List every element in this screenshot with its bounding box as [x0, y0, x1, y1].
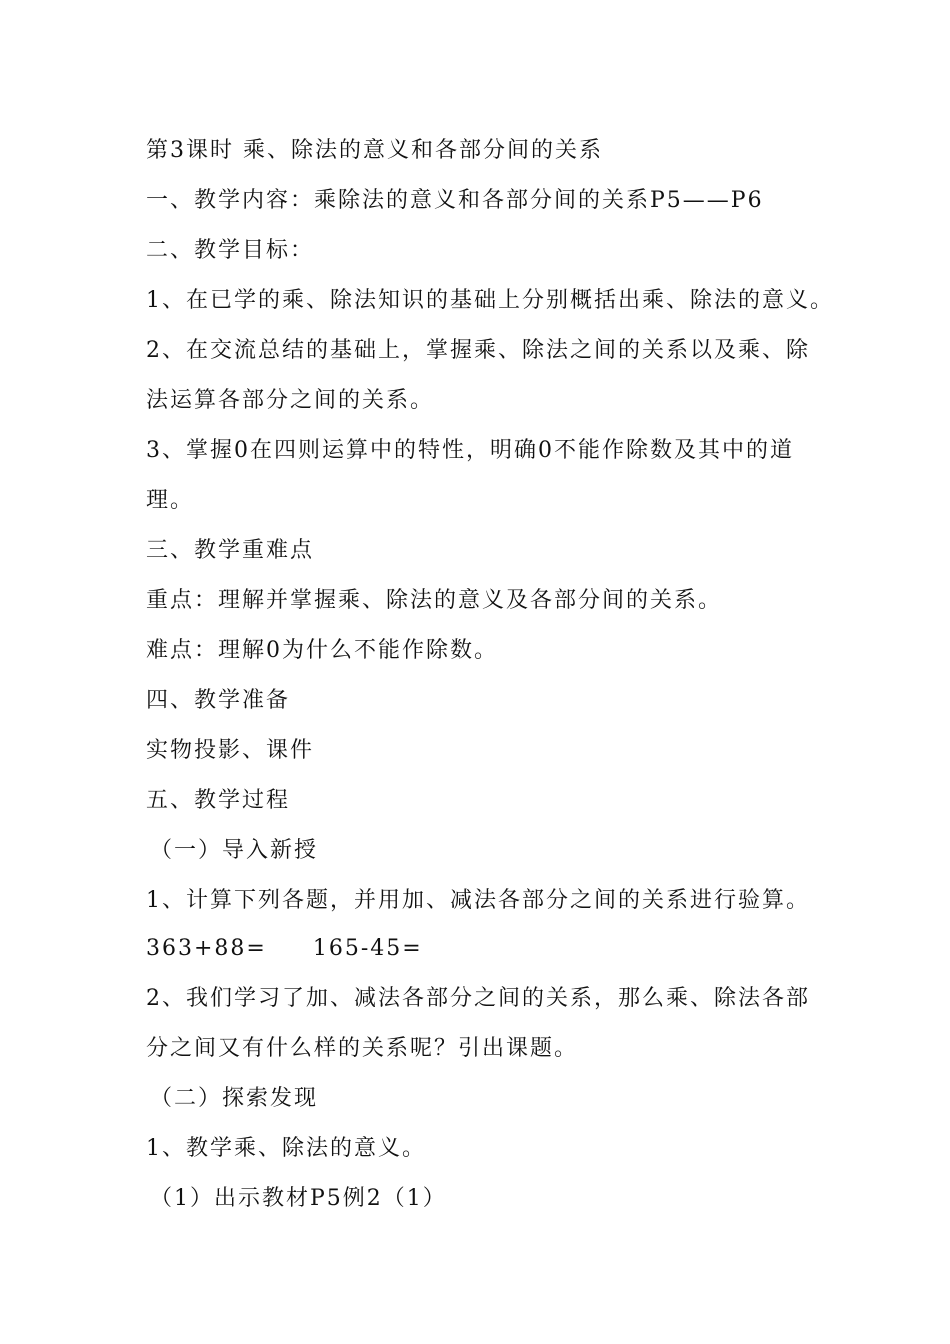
section-teaching-process: 五、教学过程	[146, 788, 291, 813]
exploration-step-1-sub-1: （1）出示教材P5例2（1）	[150, 1186, 447, 1211]
subsection-introduction: （一）导入新授	[150, 838, 319, 863]
section-teaching-goals: 二、教学目标：	[146, 238, 315, 263]
key-point: 重点：理解并掌握乘、除法的意义及各部分间的关系。	[146, 588, 723, 613]
subsection-exploration: （二）探索发现	[150, 1086, 319, 1111]
goal-3-line-1: 3、掌握0在四则运算中的特性，明确0不能作除数及其中的道	[146, 438, 794, 463]
intro-step-2-line-2: 分之间又有什么样的关系呢？引出课题。	[146, 1036, 579, 1061]
equation-row	[146, 934, 423, 964]
intro-step-2-line-1: 2、我们学习了加、减法各部分之间的关系，那么乘、除法各部	[146, 986, 810, 1011]
equation-2: 165-45=	[312, 936, 423, 961]
difficult-point: 难点：理解0为什么不能作除数。	[146, 638, 498, 663]
section-key-points: 三、教学重难点	[146, 538, 315, 563]
goal-2-line-1: 2、在交流总结的基础上，掌握乘、除法之间的关系以及乘、除	[146, 338, 810, 363]
intro-step-1: 1、计算下列各题，并用加、减法各部分之间的关系进行验算。	[146, 888, 810, 913]
lesson-title: 第3课时 乘、除法的意义和各部分间的关系	[146, 138, 603, 163]
equation-1: 363+88=	[146, 936, 267, 961]
section-preparation: 四、教学准备	[146, 688, 291, 713]
preparation-items: 实物投影、课件	[146, 738, 315, 763]
exploration-step-1: 1、教学乘、除法的意义。	[146, 1136, 426, 1161]
goal-1: 1、在已学的乘、除法知识的基础上分别概括出乘、除法的意义。	[146, 288, 834, 313]
goal-3-line-2: 理。	[146, 488, 195, 513]
goal-2-line-2: 法运算各部分之间的关系。	[146, 388, 435, 413]
section-teaching-content: 一、教学内容：乘除法的意义和各部分间的关系P5——P6	[146, 188, 764, 213]
